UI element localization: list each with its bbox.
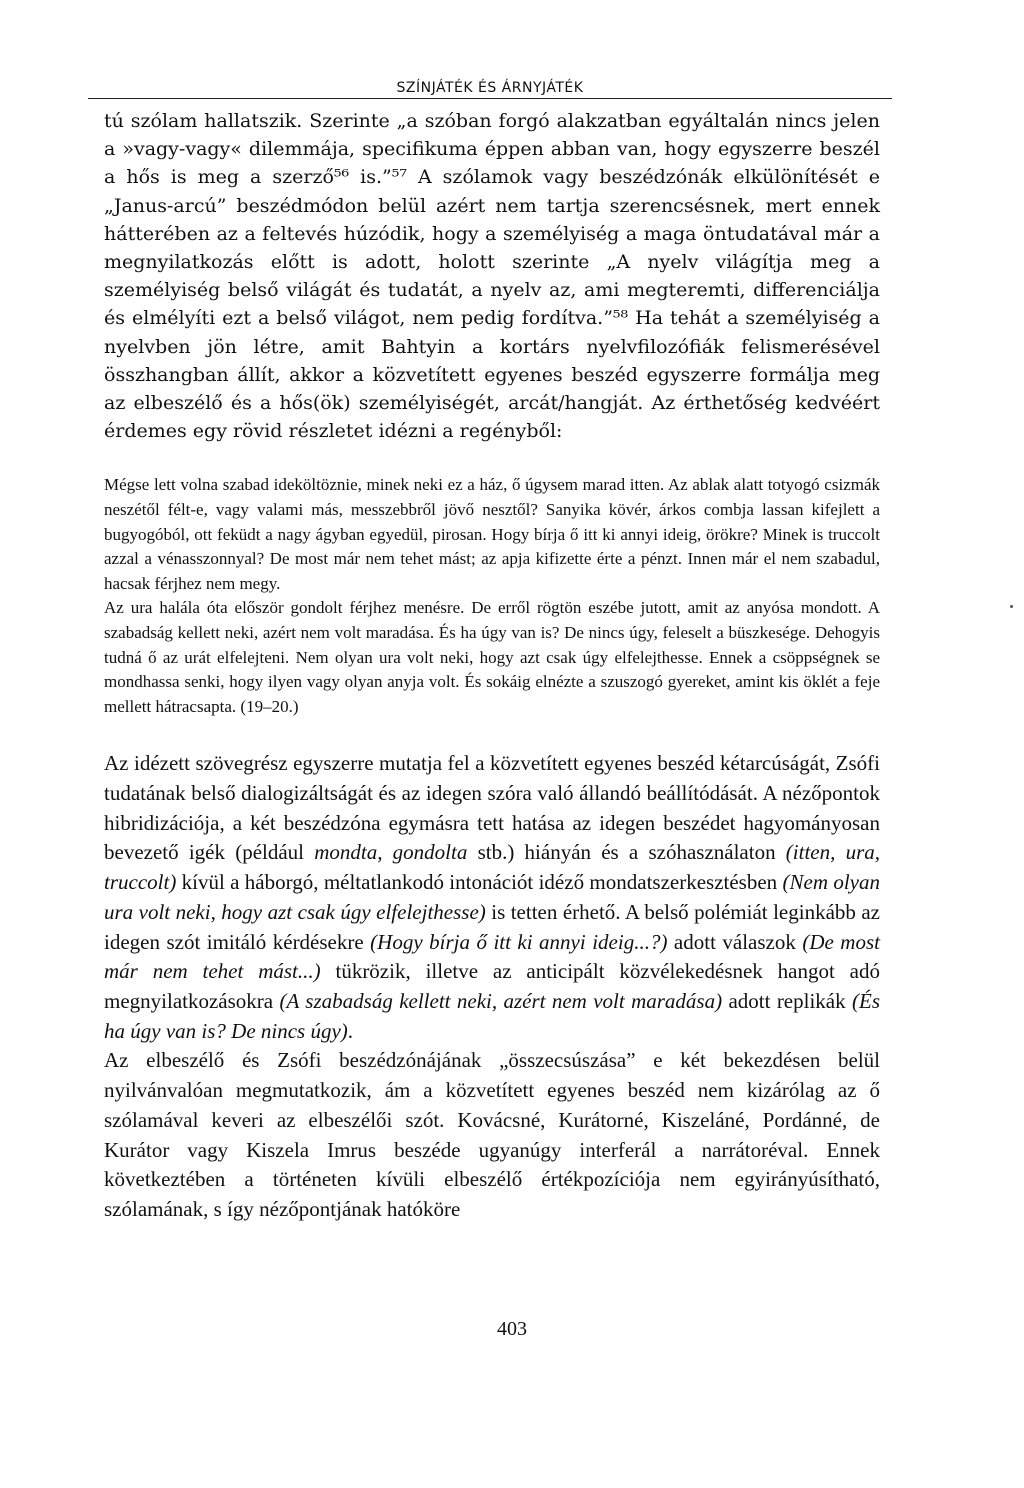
text-run: .: [347, 1018, 354, 1043]
quote-paragraph-2: Az ura halála óta először gondolt férjhez menésre. De erről rögtön eszébe jutott, amit az anyósa mondott. A szabadság kellett neki, azért nem volt maradása. És ha úgy van is? De nincs úgy, feleselt a büszkesége. Dehogyis tudná ő az urát elfelejteni. Nem olyan ura volt neki, hogy azt csak úgy elfelejthesse. Ennek a csöppségnek se mondhassa senki, hogy ilyen vagy olyan anyja volt. És sokáig elnézte a szuszogó gyereket, amint kis öklét a feje mellett hátracsapta. (19–20.): [104, 598, 880, 716]
italic-run: (itten, ura, truccolt): [104, 840, 880, 895]
text-run: tükrözik, illetve az anticipált közvélekedésnek hangot adó megnyilatkozásokra: [104, 959, 880, 1013]
page-number: 403: [497, 1318, 527, 1340]
italic-run: mondta, gondolta: [314, 840, 468, 865]
paragraph-1: tú szólam hallatszik. Szerinte „a szóban forgó alakzatban egyáltalán nincs jelen a »vagy-vagy« dilemmája, specifikuma éppen abban van, hogy egyszerre beszél a hős is meg a szerző⁵⁶ is.”⁵⁷ A szólamok vagy beszédzónák elkülönítését e „Janus-arcú” beszédmódon belül azért nem tartja szerencsésnek, mert ennek hátterében az a feltevés húzódik, hogy a személyiség a maga öntudatával már a megnyilatkozás előtt is adott, holott szerinte „A nyelv világítja meg a személyiség belső világát és tudatát, a nyelv az, ami megteremti, differenciálja és elmélyíti ezt a belső világot, nem pedig fordítva.”⁵⁸ Ha tehát a személyiség a nyelvben jön létre, amit Bahtyin a kortárs nyelvfilozófiák felismerésével összhangban állít, akkor a közvetített egyenes beszéd egyszerre formálja meg az elbeszélő és a hős(ök) személyiségét, arcát/hangját. Az érthetőség kedvéért érdemes egy rövid részletet idézni a regényből:: [104, 110, 880, 443]
italic-run: (És ha úgy van is? De nincs úgy): [104, 989, 880, 1043]
italic-run: (Nem olyan ura volt neki, hogy azt csak úgy elfelejthesse): [104, 870, 880, 924]
body-text-top: [104, 107, 880, 445]
quote-paragraph-1: Mégse lett volna szabad ideköltöznie, minek neki ez a ház, ő úgysem marad itten. Az ablak alatt totyogó csizmák neszétől félt-e, vagy valami más, messzebbről jövő nesztől? Sanyika kövér, árkos combja lassan kifejlett a bugyogóból, ott feküdt a nagy ágyban egyedül, pirosan. Hogy bírja ő itt ki annyi ideig, örökre? Minek is truccolt azzal a vénasszonnyal? De most már nem tehet mást; az apja kifizette érte a pénzt. Innen már el nem szabadul, hacsak férjhez nem megy.: [104, 475, 880, 593]
running-head: SZÍNJÁTÉK ÉS ÁRNYJÁTÉK: [88, 80, 892, 99]
text-run: adott replikák: [722, 989, 852, 1013]
paragraph-3: Az elbeszélő és Zsófi beszédzónájának „összecsúszása” e két bekezdésen belül nyilvánvalóan megmutatkozik, ám a közvetített egyenes beszéd nem kizárólag az ő szólamával keveri az elbeszélői szót. Kovácsné, Kurátorné, Kiszeláné, Pordánné, de Kurátor vagy Kiszela Imrus beszéde ugyanúgy interferál a narrátoréval. Ennek következtében a történeten kívüli elbeszélő értékpozíciója nem egyirányúsítható, szólamának, s így nézőpontjának hatóköre: [104, 1048, 880, 1221]
italic-run: (A szabadság kellett neki, azért nem volt maradása): [279, 989, 723, 1013]
body-text-bottom: [104, 749, 880, 1224]
scan-speck: [1010, 605, 1013, 608]
block-quote: [104, 473, 880, 719]
book-page: [104, 80, 880, 1225]
text-run: stb.) hiányán és a szóhasználaton: [467, 840, 786, 865]
text-run: kívül a háborgó, méltatlankodó intonációt idéző mondatszerkesztésben: [176, 870, 783, 895]
paragraph-2: [104, 749, 880, 1046]
text-run: is tetten érhető. A belső polémiát leginkább az idegen szót imitáló kérdésekre: [104, 899, 881, 954]
text-run: adott válaszok: [667, 929, 803, 954]
italic-run: (Hogy bírja ő itt ki annyi ideig...?): [370, 929, 668, 954]
text-run: Az idézett szövegrész egyszerre mutatja fel a közvetített egyenes beszéd kétarcúságát, Zsófi tudatának belső dialogizáltságát és az idegen szóra való állandó beállítódását. A nézőpontok hibridizációja, a két beszédzóna egymásra tett hatása az idegen beszédet hagyományosan bevezető igék (például: [104, 751, 880, 865]
italic-run: (De most már nem tehet mást...): [104, 929, 880, 984]
